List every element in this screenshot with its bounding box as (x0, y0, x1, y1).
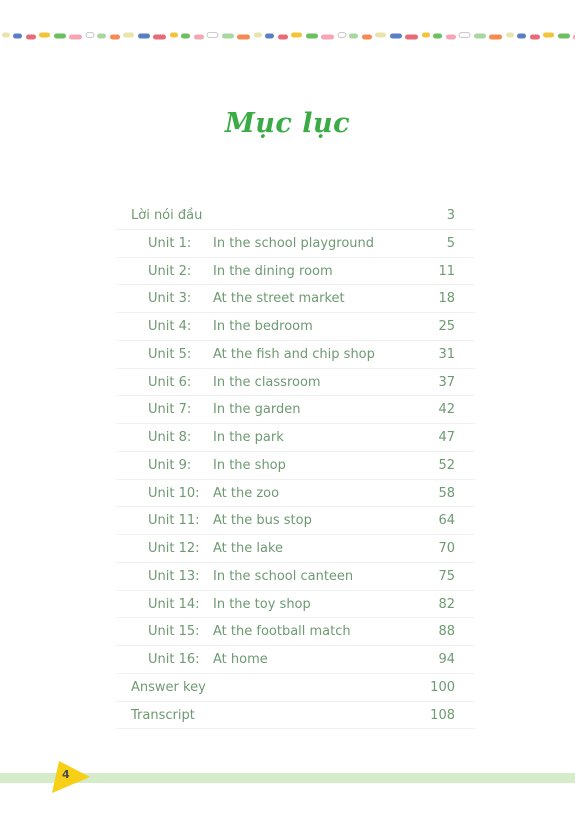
pebble-shape (543, 33, 554, 38)
toc-row-unit-11[interactable] (116, 507, 475, 535)
unit-page: 5 (446, 235, 455, 251)
pebble-shape (558, 34, 570, 39)
unit-page: 11 (438, 263, 455, 279)
unit-name: At the football match (213, 624, 351, 640)
unit-page: 37 (438, 374, 455, 390)
page-title: Mục lục (224, 108, 351, 139)
pebble-shape (138, 34, 150, 39)
unit-number: Unit 10: (148, 485, 200, 501)
toc-row-answer-key[interactable] (116, 674, 475, 702)
toc-row-unit-14[interactable] (116, 591, 475, 619)
pebble-shape (506, 33, 514, 38)
unit-page: 94 (438, 652, 455, 667)
toc-preface-label: Lời nói đầu (131, 208, 203, 223)
toc-row-unit-5[interactable] (116, 341, 475, 369)
unit-number: Unit 6: (148, 374, 192, 390)
toc-row-unit-12[interactable] (116, 535, 475, 563)
unit-name: In the bedroom (213, 319, 313, 334)
toc-row-unit-16[interactable] (116, 646, 475, 674)
pebble-shape (530, 35, 540, 40)
yellow-triangle-icon (48, 759, 92, 795)
unit-name: In the shop (213, 457, 286, 473)
unit-name: In the school playground (213, 235, 375, 251)
toc-row-unit-15[interactable] (116, 618, 475, 646)
pebble-shape (26, 35, 36, 40)
unit-number: Unit 2: (148, 263, 192, 279)
page-number: 4 (62, 768, 70, 781)
pebble-shape (390, 34, 402, 39)
unit-name: At the fish and chip shop (213, 346, 375, 362)
pebble-shape (69, 35, 82, 40)
decorative-pebble-border (0, 22, 575, 48)
pebble-shape (422, 33, 430, 38)
pebble-shape (170, 33, 178, 38)
pebble-shape (86, 33, 94, 38)
pebble-shape (110, 35, 120, 40)
toc-transcript-label: Transcript (131, 707, 195, 723)
unit-page: 25 (438, 319, 455, 334)
pebble-shape (54, 34, 66, 39)
pebble-shape (321, 35, 334, 40)
pebble-shape (13, 34, 22, 39)
unit-name: At the zoo (213, 485, 280, 501)
toc-row-unit-1[interactable] (116, 230, 475, 258)
unit-page: 52 (438, 457, 455, 473)
toc-answer-key-label: Answer key (131, 679, 206, 695)
pebble-shape (97, 34, 106, 39)
unit-number: Unit 1: (148, 235, 192, 251)
unit-page: 18 (438, 291, 455, 307)
pebble-shape (375, 33, 386, 38)
pebble-shape (517, 34, 526, 39)
toc-row-unit-4[interactable] (116, 313, 475, 341)
toc-row-unit-8[interactable] (116, 424, 475, 452)
unit-name: In the dining room (213, 263, 333, 279)
toc-row-unit-9[interactable] (116, 452, 475, 480)
unit-page: 47 (438, 430, 455, 445)
unit-name: In the classroom (213, 374, 321, 390)
toc-row-unit-2[interactable] (116, 258, 475, 286)
unit-page: 64 (438, 513, 455, 529)
unit-number: Unit 4: (148, 319, 192, 334)
unit-name: In the park (213, 430, 284, 445)
unit-number: Unit 3: (148, 291, 192, 307)
unit-number: Unit 5: (148, 346, 192, 362)
pebble-shape (306, 34, 318, 39)
unit-name: At the street market (213, 291, 345, 307)
unit-number: Unit 11: (148, 513, 200, 529)
page-number-badge (48, 759, 92, 795)
toc-answer-key-page: 100 (430, 679, 455, 695)
unit-page: 42 (438, 402, 455, 418)
pebble-shape (207, 33, 218, 38)
unit-page: 75 (438, 568, 455, 584)
toc-row-preface[interactable] (116, 202, 475, 230)
table-of-contents (116, 202, 475, 729)
unit-page: 70 (438, 541, 455, 556)
pebble-shape (153, 35, 166, 40)
pebble-shape (2, 33, 10, 38)
unit-page: 31 (438, 346, 455, 362)
pebble-shape (362, 35, 372, 40)
unit-number: Unit 16: (148, 652, 200, 667)
pebble-shape (433, 34, 442, 39)
pebble-shape (123, 33, 134, 38)
pebble-shape (338, 33, 346, 38)
pebble-shape (278, 35, 288, 40)
pebble-shape (265, 34, 274, 39)
unit-name: In the garden (213, 402, 301, 418)
unit-name: At home (213, 652, 268, 667)
pebble-shape (222, 34, 234, 39)
toc-row-unit-6[interactable] (116, 369, 475, 397)
pebble-shape (181, 34, 190, 39)
pebble-shape (254, 33, 262, 38)
pebble-shape (237, 35, 250, 40)
unit-number: Unit 9: (148, 457, 192, 473)
toc-row-unit-10[interactable] (116, 480, 475, 508)
pebble-shape (349, 34, 358, 39)
toc-transcript-page: 108 (430, 707, 455, 723)
unit-name: At the bus stop (213, 513, 312, 529)
pebble-shape (459, 33, 470, 38)
unit-name: In the toy shop (213, 596, 311, 612)
unit-page: 58 (438, 485, 455, 501)
unit-name: In the school canteen (213, 568, 354, 584)
toc-row-transcript[interactable] (116, 702, 475, 730)
pebble-shape (39, 33, 50, 38)
unit-name: At the lake (213, 541, 284, 556)
toc-row-unit-3[interactable] (116, 285, 475, 313)
unit-number: Unit 7: (148, 402, 192, 418)
unit-page: 82 (438, 596, 455, 612)
pebble-shape (474, 34, 486, 39)
toc-row-unit-13[interactable] (116, 563, 475, 591)
pebble-shape (291, 33, 302, 38)
toc-row-unit-7[interactable] (116, 396, 475, 424)
pebble-shape (489, 35, 502, 40)
unit-page: 88 (438, 624, 455, 640)
toc-preface-page: 3 (446, 208, 455, 223)
pebble-shape (405, 35, 418, 40)
pebble-shape (446, 35, 456, 40)
unit-number: Unit 8: (148, 430, 192, 445)
unit-number: Unit 12: (148, 541, 200, 556)
unit-number: Unit 14: (148, 596, 200, 612)
pebble-shape (194, 35, 204, 40)
unit-number: Unit 15: (148, 624, 200, 640)
unit-number: Unit 13: (148, 568, 200, 584)
